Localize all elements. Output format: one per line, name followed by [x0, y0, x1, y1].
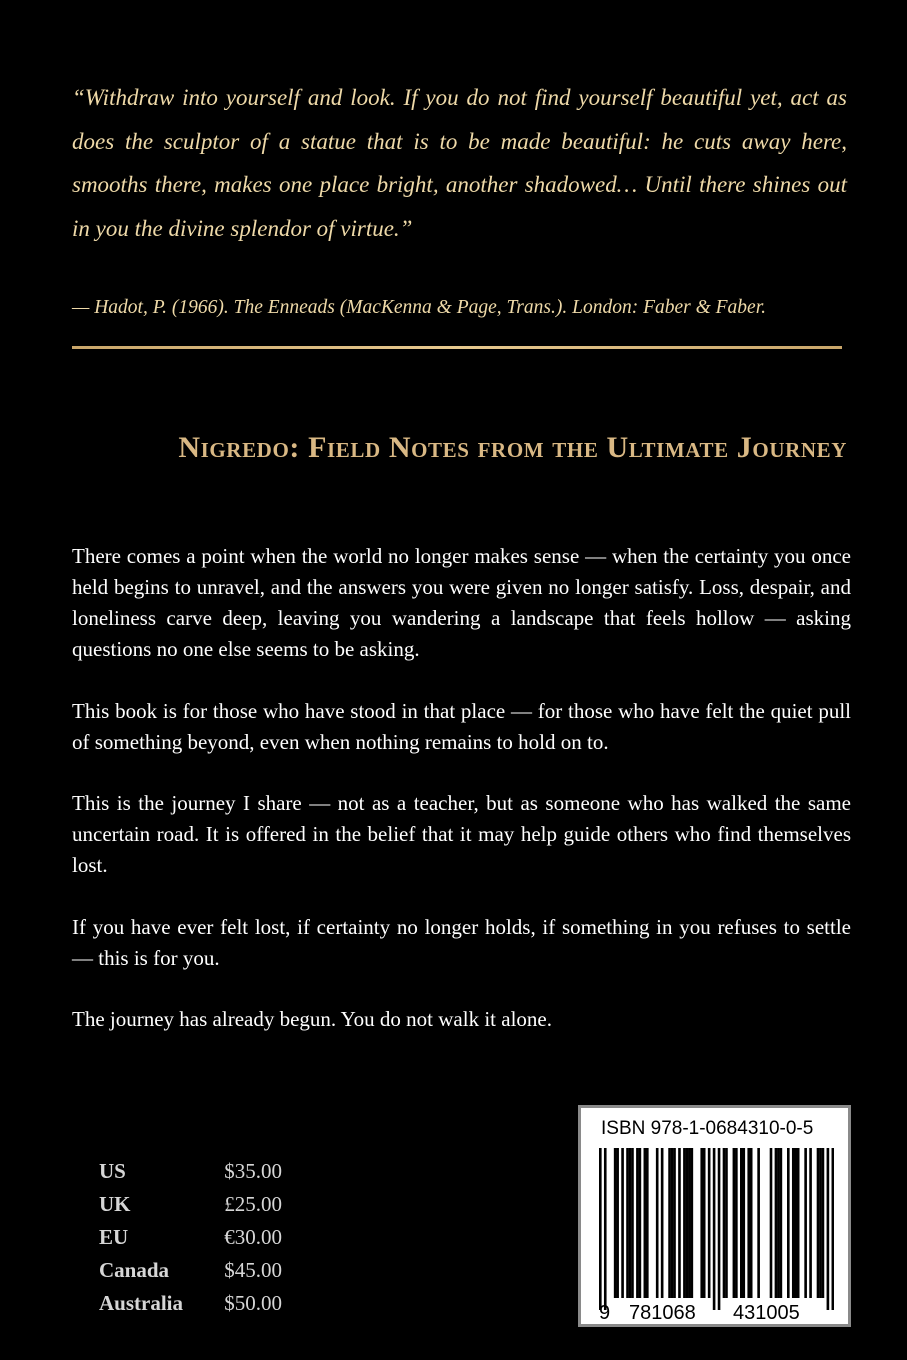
barcode-bar	[629, 1148, 632, 1298]
price-value: £25.00	[224, 1192, 282, 1216]
barcode-bar	[750, 1148, 753, 1298]
barcode-bar	[718, 1148, 721, 1310]
price-value: €30.00	[224, 1225, 282, 1249]
barcode-bar	[787, 1148, 790, 1298]
price-value: $45.00	[224, 1258, 282, 1282]
barcode-bar	[621, 1148, 624, 1298]
barcode-bar	[678, 1148, 681, 1298]
barcode-bar	[599, 1148, 602, 1310]
barcode-bar	[733, 1148, 736, 1298]
epigraph-citation: — Hadot, P. (1966). The Enneads (MacKenna & Page, Trans.). London: Faber & Faber.	[72, 297, 767, 318]
barcode-bar	[631, 1148, 634, 1298]
barcode-bar	[817, 1148, 820, 1298]
barcode-bar	[673, 1148, 676, 1298]
barcode-bar	[604, 1148, 607, 1310]
barcode-bar	[797, 1148, 800, 1298]
barcode-bar	[671, 1148, 674, 1298]
price-value: $35.00	[224, 1159, 282, 1183]
blurb-paragraph: There comes a point when the world no longer makes sense — when the certainty you once held begins to unravel, and the answers you were given no longer satisfy. Loss, despair, and loneliness carve deep, leaving you wandering a landscape that feels hollow — asking questions no one else seems to be asking.	[72, 544, 851, 661]
barcode-bar	[639, 1148, 642, 1298]
barcode-bar	[626, 1148, 629, 1298]
isbn-barcode	[578, 1105, 851, 1327]
blurb-paragraph: The journey has already begun. You do not walk it alone.	[72, 1007, 552, 1031]
blurb-paragraph: If you have ever felt lost, if certainty no longer holds, if something in you refuses to settle — this is for you.	[72, 914, 851, 970]
barcode-bar	[646, 1148, 649, 1298]
barcode-bar	[792, 1148, 795, 1298]
blurb-paragraph: This book is for those who have stood in that place — for those who have felt the quiet pull of something beyond, even when nothing remains to hold on to.	[72, 698, 851, 754]
barcode-bar	[703, 1148, 706, 1298]
price-country: Canada	[99, 1258, 170, 1282]
barcode-bar	[668, 1148, 671, 1298]
barcode-bar	[819, 1148, 822, 1298]
price-row	[99, 1254, 282, 1287]
barcode-bar	[832, 1148, 834, 1310]
barcode-prefix-digit: 9	[599, 1302, 611, 1324]
price-list	[99, 1155, 282, 1320]
barcode-bar	[777, 1148, 780, 1298]
barcode-bar	[686, 1148, 689, 1298]
epigraph-quote: “Withdraw into yourself and look. If you do not find yourself beautiful yet, act as does the sculptor of a statue that is to be made beautiful: he cuts away here, smooths there, makes one place bright, another shadowed… Until there shines out in you the divine splendor of virtue.”	[72, 85, 847, 241]
barcode-bar	[725, 1148, 728, 1298]
barcode-bar	[740, 1148, 743, 1298]
price-country: US	[99, 1159, 126, 1183]
barcode-bars	[599, 1148, 834, 1310]
barcode-bar	[688, 1148, 691, 1298]
barcode-bar	[636, 1148, 639, 1298]
barcode-bar	[809, 1148, 812, 1298]
barcode-bar	[735, 1148, 738, 1298]
barcode-bar	[770, 1148, 773, 1298]
barcode-bar	[614, 1148, 617, 1298]
barcode-bar	[656, 1148, 659, 1298]
blurb	[72, 541, 851, 1066]
barcode-right-digits: 431005	[733, 1302, 800, 1324]
barcode-bar	[775, 1148, 778, 1298]
barcode-bar	[723, 1148, 726, 1298]
price-country: Australia	[99, 1291, 183, 1315]
isbn-label: ISBN 978-1-0684310-0-5	[601, 1118, 814, 1139]
barcode-bar	[683, 1148, 686, 1298]
price-row	[99, 1188, 282, 1221]
barcode-bar	[794, 1148, 797, 1298]
book-title: Nigredo: Field Notes from the Ultimate Journey	[178, 431, 847, 464]
barcode-bar	[822, 1148, 825, 1298]
barcode-bar	[661, 1148, 664, 1298]
barcode-bar	[780, 1148, 783, 1298]
barcode-bar	[827, 1148, 830, 1310]
price-row	[99, 1221, 282, 1254]
price-row	[99, 1155, 282, 1188]
blurb-paragraph: This is the journey I share — not as a teacher, but as someone who has walked the same uncertain road. It is offered in the belief that it may help guide others who find themselves lost.	[72, 791, 851, 877]
gold-divider	[72, 346, 842, 349]
barcode-bar	[757, 1148, 760, 1298]
price-country: EU	[99, 1225, 129, 1249]
barcode-bar	[804, 1148, 807, 1298]
barcode-bar	[713, 1148, 716, 1310]
barcode-bar	[691, 1148, 694, 1298]
price-country: UK	[99, 1192, 131, 1216]
barcode-bar	[644, 1148, 647, 1298]
barcode-bar	[742, 1148, 745, 1298]
barcode-bar	[747, 1148, 750, 1298]
barcode-bar	[708, 1148, 711, 1298]
barcode-bar	[700, 1148, 703, 1298]
barcode-bar	[616, 1148, 619, 1298]
price-value: $50.00	[224, 1291, 282, 1315]
barcode-left-digits: 781068	[629, 1302, 696, 1324]
price-row	[99, 1287, 282, 1320]
